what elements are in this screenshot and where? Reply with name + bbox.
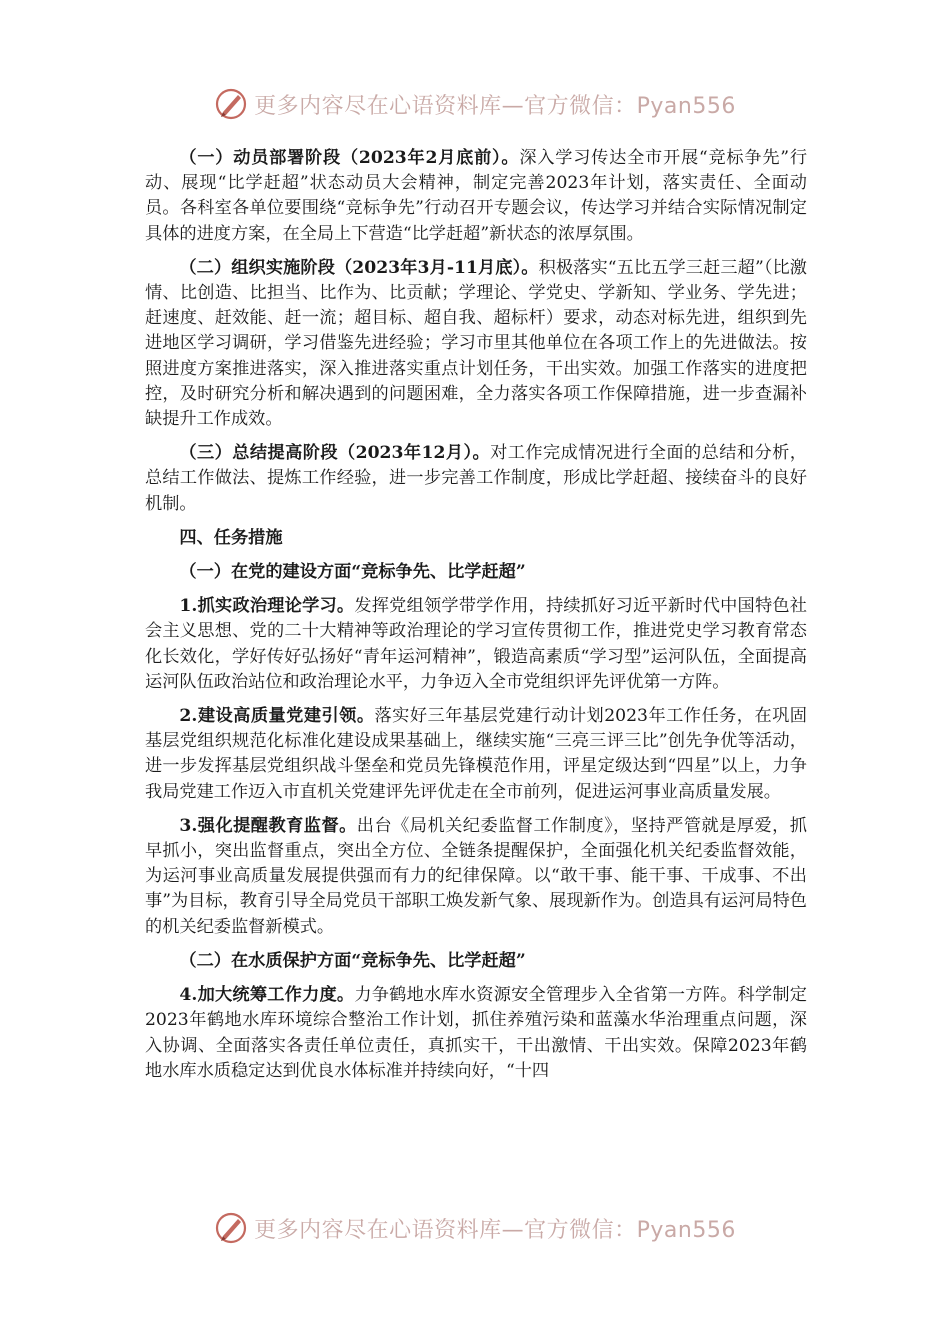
paragraph-phase-2: （二）组织实施阶段（2023年3月-11月底）。积极落实“五比五学三赶三超”（比激情、比创造、比担当、比作为、比贡献；学理论、学党史、学新知、学业务、学先进；赶速度、赶效能、赶一流；超目标、超自我、超标杆）要求，动态对标先进，组织到先进地区学习调研，学习借鉴先进经验；学习市里其他单位在各项工作上的先进做法。按照进度方案推进落实，深入推进落实重点计划任务，干出实效。加强工作落实的进度把控，及时研究分析和解决遇到的问题困难，全力落实各项工作保障措施，进一步查漏补缺提升工作成效。 [145,257,807,430]
section-heading-tasks: 四、任务措施 [179,527,283,548]
watermark-text: 更多内容尽在心语资料库—官方微信：Pyan556 [254,93,736,119]
paragraph-item-1: 1.抓实政治理论学习。发挥党组领学带学作用，持续抓好习近平新时代中国特色社会主义思想、党的二十大精神等政治理论的学习宣传贯彻工作，推进党史学习教育常态化长效化，学好传好弘扬好“青年运河精神”，锻造高素质“学习型”运河队伍，全面提高运河队伍政治站位和政治理论水平，力争迈入全市党组织评先评优第一方阵。 [145,596,807,692]
pen-seal-icon [214,1211,248,1245]
pen-seal-icon [214,87,248,121]
watermark-text: 更多内容尽在心语资料库—官方微信：Pyan556 [254,1217,736,1243]
paragraph-item-4: 4.加大统筹工作力度。力争鹤地水库水资源安全管理步入全省第一方阵。科学制定2023年鹤地水库环境综合整治工作计划，抓住养殖污染和蓝藻水华治理重点问题，深入协调、全面落实各责任单位责任，真抓实干，干出激情、干出实效。保障2023年鹤地水库水质稳定达到优良水体标准并持续向好，“十四 [145,985,807,1081]
subsection-heading-water: （二）在水质保护方面“竞标争先、比学赶超” [179,950,526,971]
document-body [145,146,807,1093]
subsection-heading-party: （一）在党的建设方面“竞标争先、比学赶超” [179,562,526,583]
paragraph-phase-1: （一）动员部署阶段（2023年2月底前）。深入学习传达全市开展“竞标争先”行动、展现“比学赶超”状态动员大会精神，制定完善2023年计划，落实责任、全面动员。各科室各单位要围绕“竞标争先”行动召开专题会议，传达学习并结合实际情况制定具体的进度方案，在全局上下营造“比学赶超”新状态的浓厚氛围。 [145,148,808,244]
watermark-banner-bottom [0,1208,950,1248]
paragraph-item-3: 3.强化提醒教育监督。出台《局机关纪委监督工作制度》，坚持严管就是厚爱，抓早抓小，突出监督重点，突出全方位、全链条提醒保护，全面强化机关纪委监督效能，为运河事业高质量发展提供强而有力的纪律保障。以“敢干事、能干事、干成事、不出事”为目标，教育引导全局党员干部职工焕发新气象、展现新作为。创造具有运河局特色的机关纪委监督新模式。 [145,815,807,937]
watermark-banner-top [0,84,950,124]
paragraph-item-2: 2.建设高质量党建引领。落实好三年基层党建行动计划2023年工作任务，在巩固基层党组织规范化标准化建设成果基础上，继续实施“三亮三评三比”创先争优等活动，进一步发挥基层党组织战斗堡垒和党员先锋模范作用，评星定级达到“四星”以上，力争我局党建工作迈入市直机关党建评先评优走在全市前列，促进运河事业高质量发展。 [145,706,807,802]
paragraph-phase-3: （三）总结提高阶段（2023年12月）。对工作完成情况进行全面的总结和分析，总结工作做法、提炼工作经验，进一步完善工作制度，形成比学赶超、接续奋斗的良好机制。 [145,443,807,514]
